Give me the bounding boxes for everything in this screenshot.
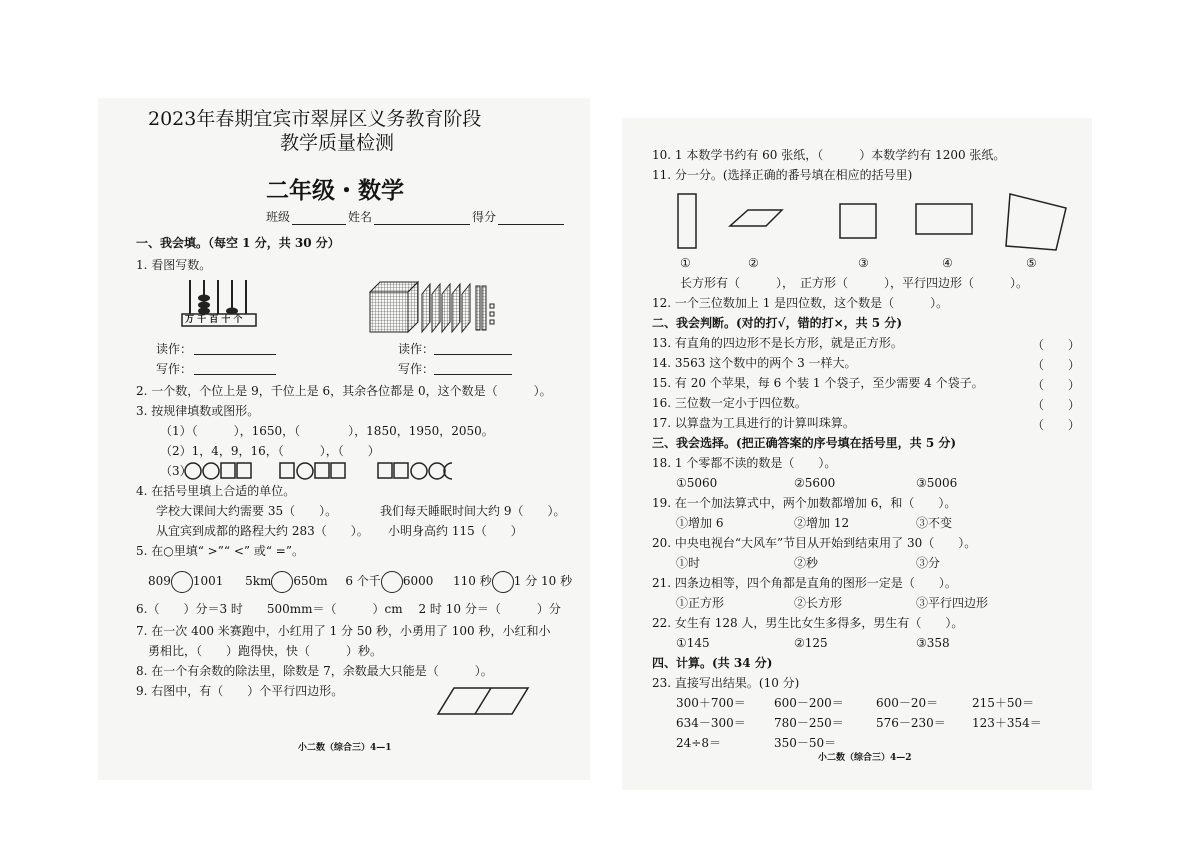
question-19: 19. 在一个加法算式中，两个加数都增加 6，和（ ）。 bbox=[652, 496, 957, 510]
judge-13: 13. 有直角的四边形不是长方形，就是正方形。 bbox=[652, 336, 903, 350]
q21-opt-1: ①正方形 bbox=[676, 596, 725, 610]
judge-14: 14. 3563 这个数中的两个 3 一样大。 bbox=[652, 356, 857, 370]
question-4-b: 我们每天睡眠时间大约 9（ ）。 bbox=[380, 504, 566, 518]
shape-num-3: ③ bbox=[858, 256, 869, 270]
question-4: 4. 在括号里填上合适的单位。 bbox=[136, 484, 296, 498]
q19-opt-3: ③不变 bbox=[916, 516, 953, 530]
q22-opt-1: ①145 bbox=[676, 636, 710, 650]
question-4-c: 从宜宾到成都的路程大约 283（ ）。 bbox=[156, 524, 369, 538]
judge-15-paren[interactable]: （ ） bbox=[1032, 378, 1081, 392]
judge-17: 17. 以算盘为工具进行的计算叫珠算。 bbox=[652, 416, 855, 430]
question-9: 9. 右图中，有（ ）个平行四边形。 bbox=[136, 684, 344, 698]
exam-page-left bbox=[98, 98, 590, 780]
question-2: 2. 一个数，个位上是 9，千位上是 6，其余各位都是 0，这个数是（ ）。 bbox=[136, 384, 552, 398]
compare-d-left: 110 秒 bbox=[453, 574, 492, 588]
judge-16-paren[interactable]: （ ） bbox=[1032, 398, 1081, 412]
exam-title-line2: 教学质量检测 bbox=[280, 132, 395, 154]
shape-num-5: ⑤ bbox=[1026, 256, 1037, 270]
calc-1-2: 600－200＝ bbox=[774, 696, 844, 710]
question-20: 20. 中央电视台“大风车”节目从开始到结束用了 30（ ）。 bbox=[652, 536, 977, 550]
compare-row bbox=[148, 570, 572, 593]
compare-circle-1[interactable] bbox=[171, 571, 193, 593]
compare-b-right: 650m bbox=[293, 574, 328, 588]
q20-opt-1: ①时 bbox=[676, 556, 701, 570]
question-1: 1. 看图写数。 bbox=[136, 258, 212, 272]
q18-opt-3: ③5006 bbox=[916, 476, 958, 490]
write-label-1: 写作： bbox=[156, 362, 193, 376]
question-3-1: （1）（ ），1650，（ ），1850，1950，2050。 bbox=[160, 424, 494, 438]
compare-circle-4[interactable] bbox=[492, 571, 514, 593]
shape-num-4: ④ bbox=[942, 256, 953, 270]
q21-opt-2: ②长方形 bbox=[794, 596, 843, 610]
rectangle-shape-icon bbox=[678, 194, 696, 248]
wide-rectangle-icon bbox=[916, 204, 972, 234]
question-4-a: 学校大课间大约需要 35（ ）。 bbox=[156, 504, 338, 518]
cube-blocks-icon bbox=[366, 278, 516, 334]
question-8: 8. 在一个有余数的除法里，除数是 7，余数最大只能是（ ）。 bbox=[136, 664, 493, 678]
question-7-line1: 7. 在一次 400 米赛跑中，小红用了 1 分 50 秒，小勇用了 100 秒，小红和小 bbox=[136, 624, 551, 638]
shape-num-1: ① bbox=[680, 256, 691, 270]
judge-16: 16. 三位数一定小于四位数。 bbox=[652, 396, 807, 410]
page-footer-left: 小二数（综合三）4—1 bbox=[298, 743, 392, 753]
square-icon bbox=[840, 204, 876, 238]
question-23: 23. 直接写出结果。(10 分) bbox=[652, 676, 800, 690]
class-label: 班级 bbox=[266, 210, 291, 224]
judge-17-paren[interactable]: （ ） bbox=[1032, 418, 1081, 432]
calc-1-4: 215＋50＝ bbox=[972, 696, 1035, 710]
abacus-place-labels: 万 千 百 十 个 bbox=[185, 315, 243, 325]
exam-page-right bbox=[622, 118, 1092, 790]
subject-title: 二年级・数学 bbox=[266, 177, 404, 204]
q20-opt-3: ③分 bbox=[916, 556, 941, 570]
compare-a-right: 1001 bbox=[192, 574, 224, 588]
quadrilateral-icon bbox=[1006, 194, 1066, 250]
read-label-1: 读作： bbox=[156, 342, 193, 356]
shape-num-2: ② bbox=[748, 256, 759, 270]
write-label-2: 写作： bbox=[398, 362, 435, 376]
exam-title-line1: 2023年春期宜宾市翠屏区义务教育阶段 bbox=[148, 108, 482, 130]
section-1-heading: 一、我会填。（每空 1 分，共 30 分） bbox=[136, 236, 340, 250]
compare-circle-2[interactable] bbox=[271, 571, 293, 593]
q20-opt-2: ②秒 bbox=[794, 556, 819, 570]
calc-3-2: 350－50＝ bbox=[774, 736, 837, 750]
section-2-heading: 二、我会判断。(对的打√，错的打×，共 5 分) bbox=[652, 316, 903, 330]
question-3-3: （3） bbox=[160, 464, 192, 478]
q22-opt-3: ③358 bbox=[916, 636, 950, 650]
question-18: 18. 1 个零都不读的数是（ ）。 bbox=[652, 456, 837, 470]
calc-2-3: 576－230＝ bbox=[876, 716, 946, 730]
compare-c-left: 6 个千 bbox=[345, 574, 381, 588]
score-label: 得分 bbox=[472, 210, 497, 224]
question-11-answer: 长方形有（ ）， 正方形（ ），平行四边形（ ）。 bbox=[680, 276, 1029, 290]
calc-2-2: 780－250＝ bbox=[774, 716, 844, 730]
calc-1-3: 600－20＝ bbox=[876, 696, 939, 710]
compare-a-left: 809 bbox=[148, 574, 171, 588]
page-footer-right: 小二数（综合三）4—2 bbox=[818, 753, 912, 763]
compare-circle-3[interactable] bbox=[381, 571, 403, 593]
shape-pattern-icon bbox=[184, 462, 464, 480]
question-3: 3. 按规律填数或图形。 bbox=[136, 404, 260, 418]
question-4-d: 小明身高约 115（ ） bbox=[388, 524, 523, 538]
name-label: 姓名 bbox=[348, 210, 373, 224]
compare-c-right: 6000 bbox=[402, 574, 434, 588]
question-11: 11. 分一分。(选择正确的番号填在相应的括号里) bbox=[652, 168, 913, 182]
read-label-2: 读作： bbox=[398, 342, 435, 356]
q22-opt-2: ②125 bbox=[794, 636, 828, 650]
question-22: 22. 女生有 128 人，男生比女生多得多，男生有（ ）。 bbox=[652, 616, 964, 630]
section-3-heading: 三、我会选择。(把正确答案的序号填在括号里，共 5 分) bbox=[652, 436, 957, 450]
question-21: 21. 四条边相等，四个角都是直角的图形一定是（ ）。 bbox=[652, 576, 957, 590]
parallelogram-figure-icon bbox=[436, 686, 532, 718]
calc-2-1: 634－300＝ bbox=[676, 716, 746, 730]
section-4-heading: 四、计算。(共 34 分) bbox=[652, 656, 773, 670]
calc-1-1: 300＋700＝ bbox=[676, 696, 746, 710]
judge-15: 15. 有 20 个苹果，每 6 个装 1 个袋子，至少需要 4 个袋子。 bbox=[652, 376, 984, 390]
judge-14-paren[interactable]: （ ） bbox=[1032, 358, 1081, 372]
q21-opt-3: ③平行四边形 bbox=[916, 596, 989, 610]
judge-13-paren[interactable]: （ ） bbox=[1032, 338, 1081, 352]
q19-opt-2: ②增加 12 bbox=[794, 516, 850, 530]
parallelogram-icon bbox=[730, 210, 782, 226]
question-7-line2: 勇相比，（ ）跑得快，快（ ）秒。 bbox=[148, 644, 383, 658]
q18-opt-1: ①5060 bbox=[676, 476, 718, 490]
compare-b-left: 5km bbox=[245, 574, 272, 588]
question-3-2: （2）1，4，9，16，（ ），（ ） bbox=[160, 444, 380, 458]
q19-opt-1: ①增加 6 bbox=[676, 516, 724, 530]
calc-2-4: 123＋354＝ bbox=[972, 716, 1042, 730]
compare-d-right: 1 分 10 秒 bbox=[513, 574, 573, 588]
question-5: 5. 在○里填“ >”“ <” 或“ =”。 bbox=[136, 544, 304, 558]
q18-opt-2: ②5600 bbox=[794, 476, 836, 490]
calc-3-1: 24÷8＝ bbox=[676, 736, 721, 750]
question-12: 12. 一个三位数加上 1 是四位数，这个数是（ ）。 bbox=[652, 296, 949, 310]
question-10: 10. 1 本数学书约有 60 张纸，（ ）本数学约有 1200 张纸。 bbox=[652, 148, 1006, 162]
shapes-figure bbox=[662, 190, 1082, 250]
question-6: 6.（ ）分＝3 时 500mm＝（ ）cm 2 时 10 分＝（ ）分 bbox=[136, 602, 561, 616]
